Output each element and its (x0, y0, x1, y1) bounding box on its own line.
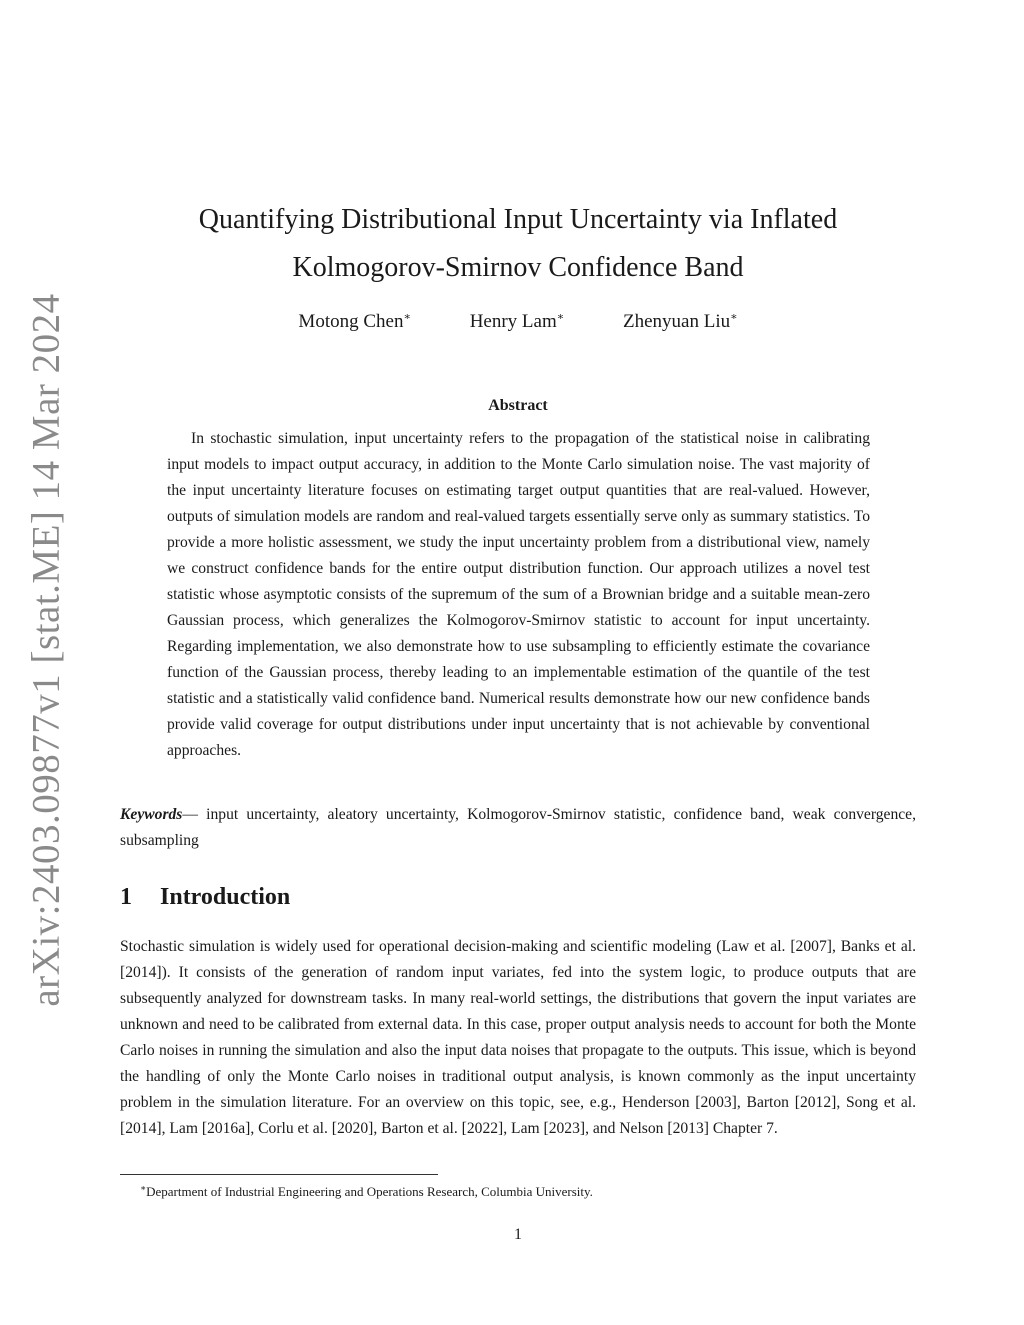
keywords-paragraph (120, 802, 916, 854)
paper-title-line-1: Quantifying Distributional Input Uncertainty via Inflated (198, 204, 838, 235)
footnote-divider (120, 1174, 438, 1175)
abstract-heading: Abstract (488, 397, 548, 414)
paper-title (120, 196, 916, 292)
author-2-affiliation-mark: ∗ (556, 311, 565, 323)
abstract-text: In stochastic simulation, input uncertainty refers to the propagation of the statistical noise in calibrating input models to impact output accuracy, in addition to the Monte Carlo simulation noise. The vast majority of the input uncertainty literature focuses on estimating target output quantities that are real-valued. However, outputs of simulation models are random and real-valued targets essentially serve only as summary statistics. To provide a more holistic assessment, we study the input uncertainty problem from a distributional view, namely we construct confidence bands for the entire output distribution function. Our approach utilizes a novel test statistic whose asymptotic consists of the supremum of the sum of a Brownian bridge and a suitable mean-zero Gaussian process, which generalizes the Kolmogorov-Smirnov statistic to account for input uncertainty. Regarding implementation, we also demonstrate how to use subsampling to efficiently estimate the covariance function of the Gaussian process, thereby leading to an implementable estimation of the quantile of the test statistic and a statistically valid confidence band. Numerical results demonstrate how our new confidence bands provide valid coverage for output distributions under input uncertainty that is not achievable by conventional approaches. (167, 430, 870, 759)
author-1-affiliation-mark: ∗ (403, 311, 411, 323)
footnote-text: Department of Industrial Engineering and Operations Research, Columbia University. (146, 1184, 593, 1199)
section-number: 1 (120, 884, 132, 910)
page-number: 1 (514, 1226, 522, 1243)
keywords-text: input uncertainty, aleatory uncertainty, Kolmogorov-Smirnov statistic, confidence band, weak convergence, subsampling (120, 806, 916, 849)
section-title: Introduction (160, 884, 291, 910)
author-2 (470, 310, 565, 333)
author-1 (298, 310, 411, 333)
author-3 (623, 310, 738, 333)
author-list (120, 310, 916, 333)
author-3-name: Zhenyuan Liu (622, 311, 731, 332)
introduction-paragraph: Stochastic simulation is widely used for operational decision-making and scientific modeling (Law et al. [2007], Banks et al. [2014]). It consists of the generation of random input variates, fed into the system logic, to produce outputs that are subsequently analyzed for downstream tasks. In many real-world settings, the distributions that govern the input variates are unknown and need to be calibrated from external data. In this case, proper output analysis needs to account for both the Monte Carlo noises in running the simulation and also the input data noises that propagate to the outputs. This issue, which is beyond the handling of only the Monte Carlo noises in traditional output analysis, is known commonly as the input uncertainty problem in the simulation literature. For an overview on this topic, see, e.g., Henderson [2003], Barton [2012], Song et al. [2014], Lam [2016a], Corlu et al. [2020], Barton et al. [2022], Lam [2023], and Nelson [2013] Chapter 7. (120, 938, 916, 1137)
section-heading-introduction (120, 884, 290, 911)
keywords-separator: — (182, 806, 207, 823)
arxiv-identifier-stamp: arXiv:2403.09877v1 [stat.ME] 14 Mar 2024 (24, 293, 68, 1007)
keywords-label: Keywords (120, 806, 183, 823)
author-1-name: Motong Chen (298, 311, 404, 332)
author-2-name: Henry Lam (469, 311, 557, 332)
paper-title-line-2: Kolmogorov-Smirnov Confidence Band (292, 252, 744, 283)
author-3-affiliation-mark: ∗ (730, 311, 738, 323)
footnote-mark: ∗ (140, 1183, 147, 1193)
affiliation-footnote (140, 1178, 900, 1202)
